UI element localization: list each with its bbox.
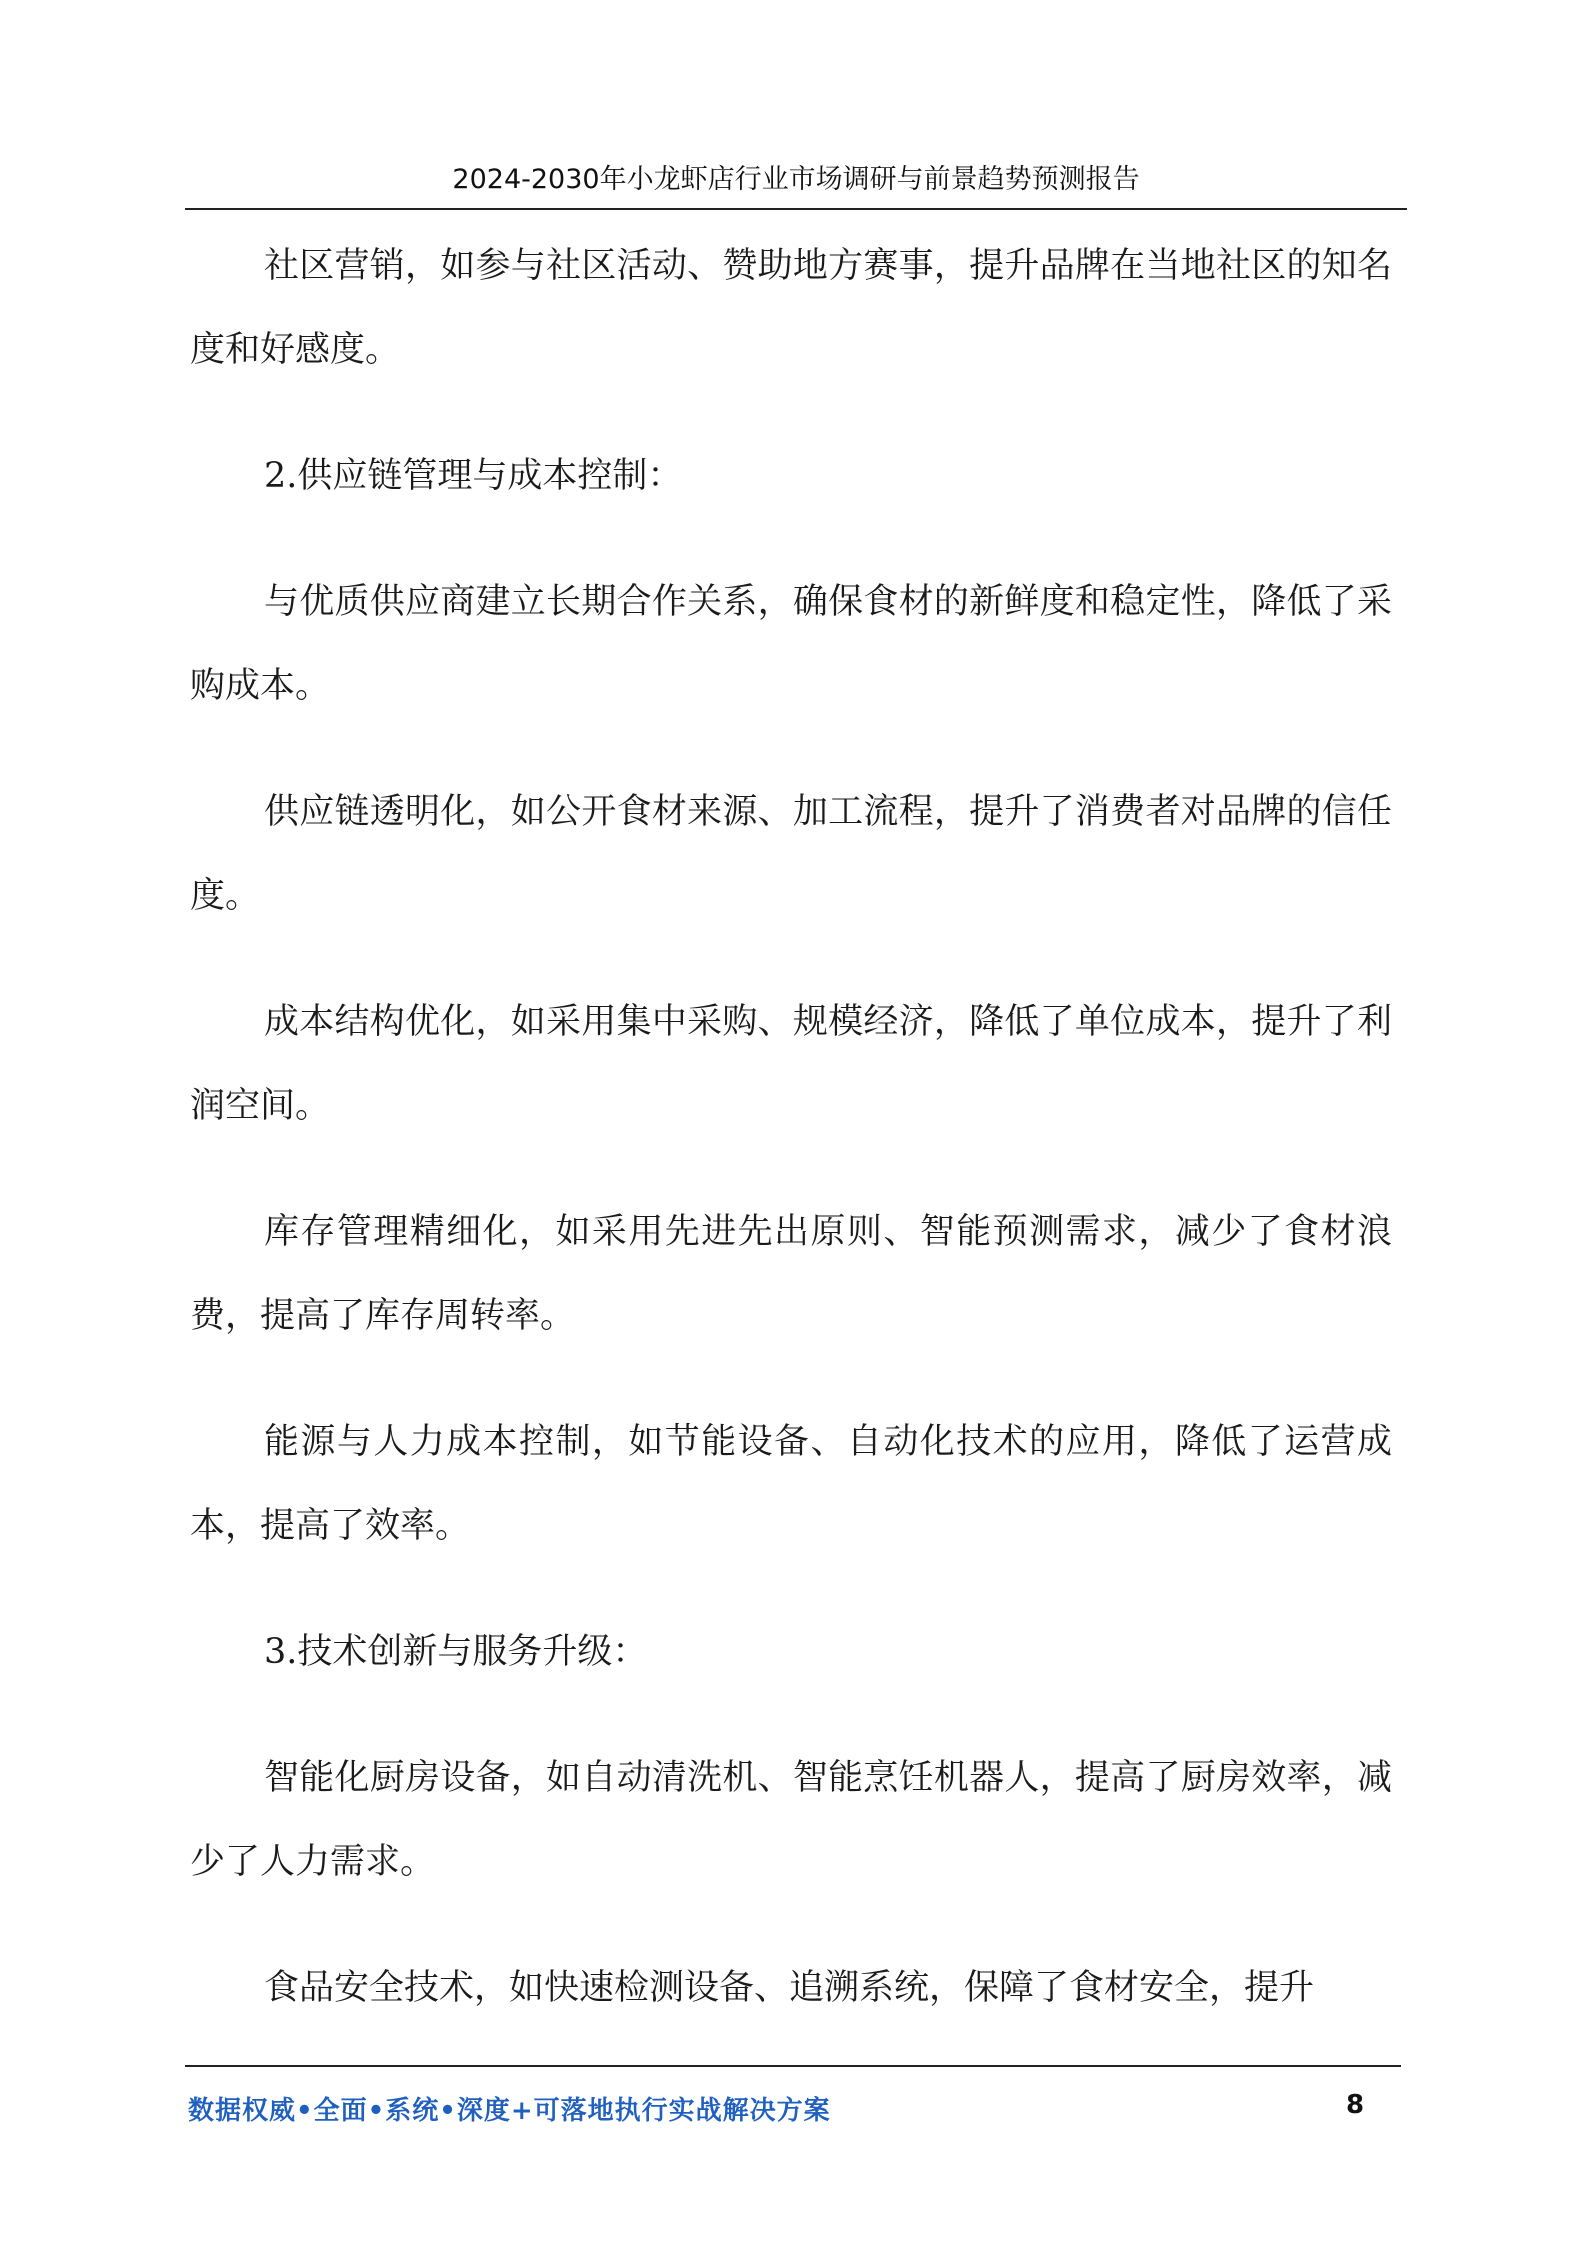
header-divider (185, 208, 1407, 210)
footer-divider (185, 2065, 1401, 2067)
paragraph: 与优质供应商建立长期合作关系，确保食材的新鲜度和稳定性，降低了采购成本。 (190, 582, 1392, 706)
section-heading: 3.技术创新与服务升级： (264, 1632, 648, 1672)
document-body (190, 224, 1392, 2072)
section-heading: 2.供应链管理与成本控制： (264, 456, 683, 496)
paragraph: 智能化厨房设备，如自动清洗机、智能烹饪机器人，提高了厨房效率，减少了人力需求。 (190, 1758, 1392, 1882)
paragraph: 库存管理精细化，如采用先进先出原则、智能预测需求，减少了食材浪费，提高了库存周转率。 (190, 1212, 1392, 1336)
page-header-title: 2024-2030年小龙虾店行业市场调研与前景趋势预测报告 (452, 164, 1140, 195)
paragraph: 能源与人力成本控制，如节能设备、自动化技术的应用，降低了运营成本，提高了效率。 (190, 1422, 1392, 1546)
paragraph: 供应链透明化，如公开食材来源、加工流程，提升了消费者对品牌的信任度。 (190, 792, 1392, 916)
paragraph: 社区营销，如参与社区活动、赞助地方赛事，提升品牌在当地社区的知名度和好感度。 (190, 246, 1392, 370)
paragraph: 成本结构优化，如采用集中采购、规模经济，降低了单位成本，提升了利润空间。 (190, 1002, 1392, 1126)
paragraph: 食品安全技术，如快速检测设备、追溯系统，保障了食材安全，提升 (264, 1968, 1315, 2008)
page-number: 8 (1346, 2090, 1365, 2120)
footer-slogan: 数据权威•全面•系统•深度+可落地执行实战解决方案 (188, 2096, 831, 2126)
